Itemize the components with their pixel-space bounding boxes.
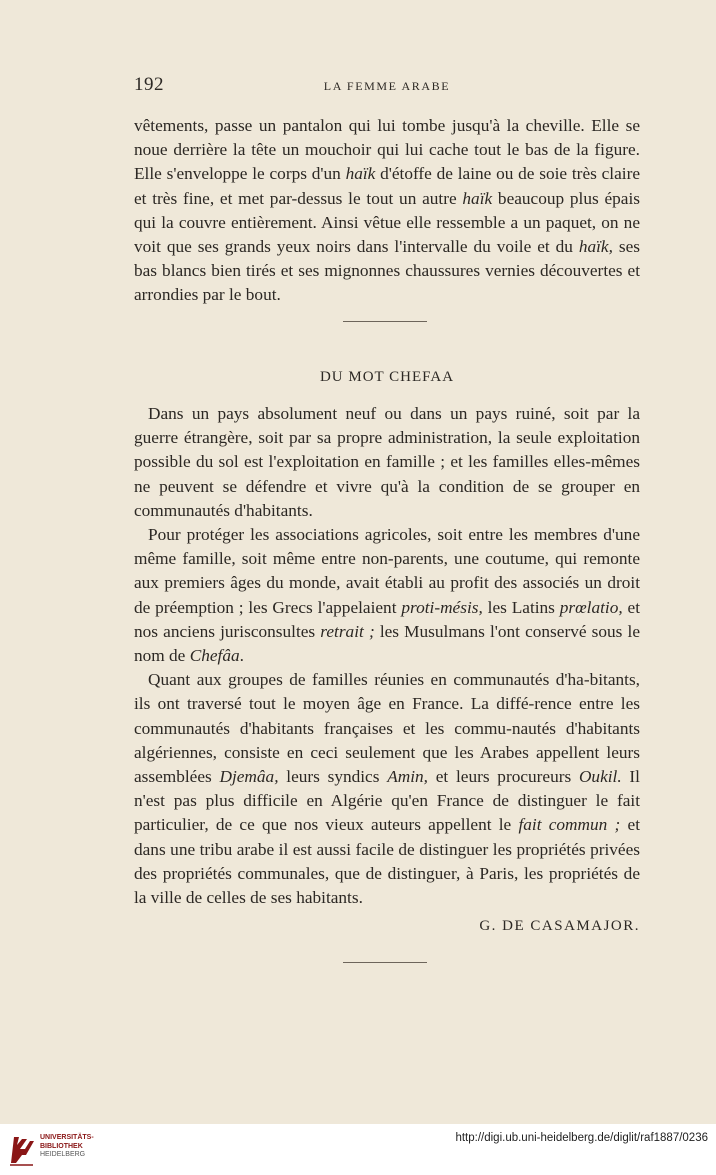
source-url-link[interactable]: http://digi.ub.uni-heidelberg.de/diglit/raf1887/0236 [455, 1132, 708, 1144]
paragraph-exploitation: Dans un pays absolument neuf ou dans un pays ruiné, soit par la guerre étrangère, soit par sa propre administration, la seule exploitation possible du sol est l'exploitation en famille ; et les familles elles-mêmes ne peuvent se défendre et vivre qu'à la condition de se grouper en communautés d'habitants. [134, 404, 640, 520]
paragraph-communautes: Quant aux groupes de familles réunies en communautés d'ha-bitants, ils ont traversé tout le moyen âge en France. La diffé-rence entre les communautés d'habitants françaises et les commu-nautés d'habitants algériennes, consiste en ceci seulement que les Arabes appellent leurs assemblées Djemâa, leurs syndics Amin, et leurs procureurs Oukil. Il n'est pas plus difficile en Algérie qu'en France de distinguer le fait particulier, de ce que nos vieux auteurs appellent le fait commun ; et dans une tribu arabe il est aussi facile de distinguer les propriétés privées des propriétés communales, que de distinguer, à Paris, les propriétés de la ville de celles de ses habitants. [134, 670, 641, 908]
page-number: 192 [134, 74, 164, 95]
digitization-footer [0, 1124, 716, 1175]
text-block-intro [134, 114, 640, 308]
library-name: UNIVERSITÄTS- BIBLIOTHEK HEIDELBERG [40, 1134, 94, 1158]
paragraph-preemption: Pour protéger les associations agricoles, soit entre les membres d'une même famille, soit même entre non-parents, une coutume, qui remonte aux premiers âges du monde, avait établi au profit des associés un droit de préemption ; les Grecs l'appelaient proti-mésis, les Latins prœlatio, et nos anciens jurisconsultes retrait ; les Musulmans l'ont conservé sous le nom de Chefâa. [134, 525, 640, 666]
running-title: LA FEMME ARABE [323, 79, 451, 93]
paragraph-clothing: vêtements, passe un pantalon qui lui tombe jusqu'à la cheville. Elle se noue derrière la tête un mouchoir qui lui cache tout le bas de la figure. Elle s'enveloppe le corps d'un haïk d'étoffe de laine ou de soie très claire et très fine, et met par-dessus le tout un autre haïk beaucoup plus épais qui la couvre entièrement. Ainsi vêtue elle ressemble a un paquet, on ne voit que ses grands yeux noirs dans l'intervalle du voile et du haïk, ses bas blancs bien tirés et ses mignonnes chaussures vernies découvertes et arrondies par le bout. [134, 116, 640, 305]
university-library-logo-icon [8, 1133, 36, 1167]
section-title: DU MOT CHEFAA [319, 369, 455, 385]
end-divider [343, 962, 427, 963]
section-divider [343, 321, 427, 322]
text-block-chefaa [134, 402, 640, 910]
author-signature: G. DE CASAMAJOR. [479, 918, 640, 934]
page-header [134, 74, 640, 98]
